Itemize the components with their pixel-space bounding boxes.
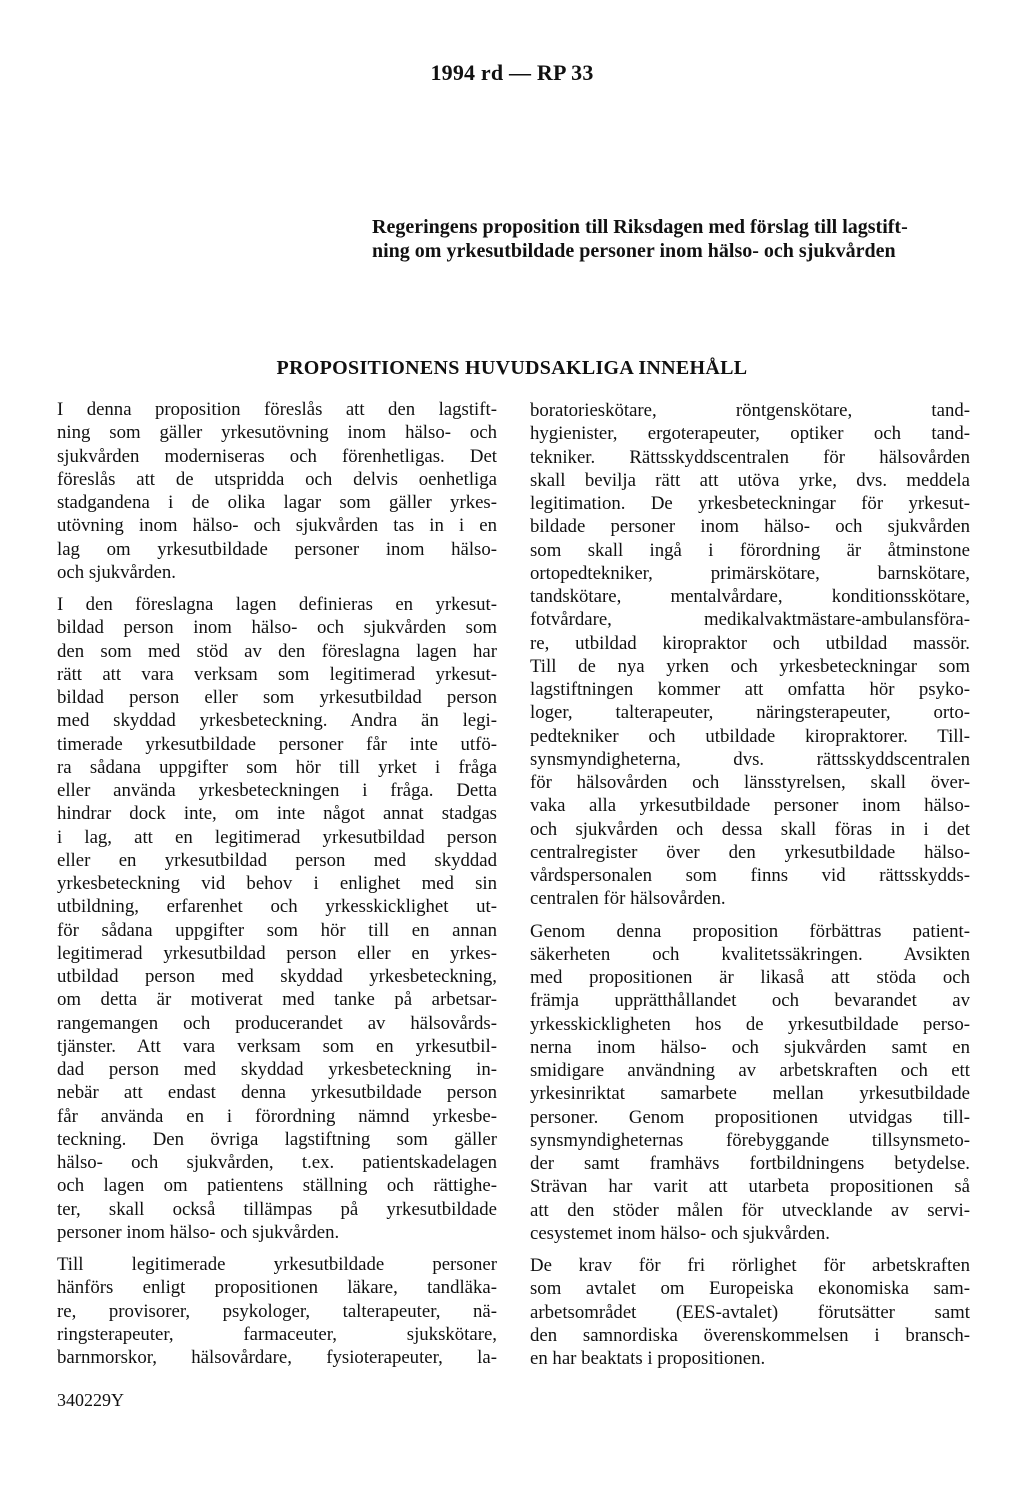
- paragraph: [530, 399, 970, 911]
- text-line: yrkesskickligheten hos de yrkesutbildade perso-: [530, 1013, 970, 1035]
- running-header: 1994 rd — RP 33: [430, 60, 594, 85]
- text-line: lagstiftningen kommer att omfatta hör psyko-: [530, 679, 970, 700]
- text-line: personer. Genom propositionen utvidgas till-: [530, 1106, 970, 1128]
- text-line: säkerheten och kvalitetssäkringen. Avsikten: [530, 943, 970, 965]
- text-line: arbetsområdet (EES-avtalet) förutsätter samt: [530, 1301, 970, 1323]
- text-line: en har beaktats i propositionen.: [530, 1348, 766, 1369]
- text-line: bildade personer inom hälso- och sjukvården: [530, 516, 970, 538]
- text-line: lag om yrkesutbildade personer inom hälso-: [57, 538, 497, 560]
- text-line: ter, skall också tillämpas på yrkesutbildade: [57, 1198, 497, 1220]
- text-line: ringsterapeuter, farmaceuter, sjukskötare,: [57, 1323, 497, 1345]
- text-line: dad person med skyddad yrkesbeteckning in-: [57, 1059, 497, 1080]
- text-line: utbildning, erfarenhet och yrkesskicklighet ut-: [57, 896, 497, 918]
- paragraph: [57, 593, 497, 1244]
- paragraph: [57, 1253, 497, 1369]
- text-line: för hälsovården och länsstyrelsen, skall över-: [530, 772, 970, 793]
- text-line: eller använda yrkesbeteckningen i fråga. Detta: [57, 780, 497, 801]
- text-line: I den föreslagna lagen definieras en yrkesut-: [57, 594, 497, 615]
- text-line: smidigare användning av arbetskraften och ett: [530, 1060, 970, 1081]
- text-line: hygienister, ergoterapeuter, optiker och tand-: [530, 423, 970, 445]
- left-column: [57, 398, 497, 1378]
- text-line: tekniker. Rättsskyddscentralen för hälsovården: [530, 446, 970, 468]
- text-line: för sådana uppgifter som hör till en annan: [57, 919, 497, 941]
- text-line: med propositionen är likaså att stöda och: [530, 967, 970, 988]
- text-line: eller en yrkesutbildad person med skyddad: [57, 849, 497, 871]
- text-line: timerade yrkesutbildade personer får inte utfö-: [57, 733, 497, 755]
- text-line: pedtekniker och utbildade kiropraktorer. Till-: [530, 725, 970, 747]
- text-line: nerna inom hälso- och sjukvården samt en: [530, 1036, 970, 1058]
- paragraph: [530, 920, 970, 1246]
- text-line: loger, talterapeuter, näringsterapeuter, orto-: [530, 702, 970, 724]
- text-line: hälso- och sjukvården, t.ex. patientskadelagen: [57, 1152, 497, 1173]
- paragraph: [57, 398, 497, 584]
- text-line: får använda en i förordning nämnd yrkesbe-: [57, 1105, 497, 1127]
- text-line: tandskötare, mentalvårdare, konditionsskötare,: [530, 586, 970, 607]
- text-line: legitimerad yrkesutbildad person eller en yrkes-: [57, 942, 497, 964]
- text-line: rätt att vara verksam som legitimerad yrkesut-: [57, 663, 497, 685]
- paragraph: [530, 1254, 970, 1370]
- text-line: och sjukvården och dessa skall föras in i det: [530, 818, 970, 840]
- text-line: yrkesinriktat samarbete mellan yrkesutbildade: [530, 1083, 970, 1105]
- text-line: De krav för fri rörlighet för arbetskraften: [530, 1255, 970, 1276]
- text-line: Strävan har varit att utarbeta propositionen så: [530, 1176, 970, 1198]
- text-line: nebär att endast denna yrkesutbildade person: [57, 1082, 497, 1104]
- document-title-line: Regeringens proposition till Riksdagen med förslag till lagstift-: [372, 216, 908, 238]
- text-line: stadgandena i de olika lagar som gäller yrkes-: [57, 492, 497, 513]
- text-line: den som med stöd av den föreslagna lagen har: [57, 640, 497, 662]
- text-line: bildad person eller som yrkesutbildad person: [57, 687, 497, 708]
- text-line: och sjukvården.: [57, 561, 176, 583]
- text-line: re, utbildad kiropraktor och utbildad massör.: [530, 632, 970, 654]
- text-line: Till de nya yrken och yrkesbeteckningar som: [530, 655, 970, 677]
- text-line: utbildad person med skyddad yrkesbeteckning,: [57, 966, 497, 987]
- text-line: personer inom hälso- och sjukvården.: [57, 1221, 340, 1243]
- right-column: [530, 399, 970, 1379]
- document-title-line: ning om yrkesutbildade personer inom hälso- och sjukvården: [372, 240, 896, 262]
- text-line: att den stöder målen för utvecklande av servi-: [530, 1199, 970, 1221]
- text-line: ra sådana uppgifter som hör till yrket i fråga: [57, 756, 497, 778]
- text-line: med skyddad yrkesbeteckning. Andra än legi-: [57, 710, 497, 732]
- text-line: Till legitimerade yrkesutbildade personer: [57, 1254, 497, 1275]
- text-line: centralregister över den yrkesutbildade hälso-: [530, 841, 970, 863]
- text-line: utövning inom hälso- och sjukvården tas in i en: [57, 515, 497, 537]
- footer-code: 340229Y: [57, 1390, 124, 1410]
- text-line: hindrar dock inte, om inte något annat stadgas: [57, 803, 497, 825]
- text-line: synsmyndigheterna, dvs. rättsskyddscentralen: [530, 748, 970, 770]
- text-line: cesystemet inom hälso- och sjukvården.: [530, 1222, 830, 1244]
- text-line: skall bevilja rätt att utöva yrke, dvs. meddela: [530, 469, 970, 491]
- text-line: vårdspersonalen som finns vid rättsskydds-: [530, 865, 970, 886]
- text-line: centralen för hälsovården.: [530, 888, 726, 910]
- text-line: fotvårdare, medikalvaktmästare-ambulansföra-: [530, 609, 970, 631]
- text-line: boratorieskötare, röntgenskötare, tand-: [530, 400, 970, 421]
- text-line: främja upprätthållandet och bevarandet av: [530, 990, 970, 1012]
- text-line: Genom denna proposition förbättras patient-: [530, 920, 970, 942]
- text-line: vaka alla yrkesutbildade personer inom hälso-: [530, 795, 970, 817]
- text-line: hänförs enligt propositionen läkare, tandläka-: [57, 1277, 497, 1299]
- text-line: bildad person inom hälso- och sjukvården som: [57, 617, 497, 639]
- text-line: I denna proposition föreslås att den lagstift-: [57, 399, 497, 420]
- text-line: synsmyndigheternas förebyggande tillsynsmeto-: [530, 1129, 970, 1151]
- text-line: teckning. Den övriga lagstiftning som gäller: [57, 1128, 497, 1150]
- text-line: rangemangen och producerandet av hälsovårds-: [57, 1012, 497, 1034]
- text-line: ortopedtekniker, primärskötare, barnskötare,: [530, 562, 970, 584]
- text-line: som skall ingå i förordning är åtminstone: [530, 539, 970, 561]
- document-title: [372, 215, 972, 263]
- text-line: om detta är motiverat med tanke på arbetsar-: [57, 989, 497, 1011]
- text-line: den samnordiska överenskommelsen i bransch-: [530, 1324, 970, 1346]
- text-line: tjänster. Att vara verksam som en yrkesutbil-: [57, 1035, 497, 1057]
- text-line: sjukvården moderniseras och förenhetligas. Det: [57, 445, 497, 467]
- text-line: och lagen om patientens ställning och rättighe-: [57, 1175, 497, 1197]
- text-line: som avtalet om Europeiska ekonomiska sam-: [530, 1278, 970, 1300]
- text-line: re, provisorer, psykologer, talterapeuter, nä-: [57, 1300, 497, 1322]
- text-line: föreslås att de utspridda och delvis oenhetliga: [57, 468, 497, 490]
- text-line: legitimation. De yrkesbeteckningar för yrkesut-: [530, 493, 970, 514]
- text-line: i lag, att en legitimerad yrkesutbildad person: [57, 826, 497, 848]
- text-line: yrkesbeteckning vid behov i enlighet med sin: [57, 873, 497, 894]
- text-line: ning som gäller yrkesutövning inom hälso- och: [57, 422, 497, 444]
- text-line: der samt framhävs fortbildningens betydelse.: [530, 1153, 970, 1174]
- text-line: barnmorskor, hälsovårdare, fysioterapeuter, la-: [57, 1347, 497, 1368]
- section-heading: PROPOSITIONENS HUVUDSAKLIGA INNEHÅLL: [276, 357, 748, 379]
